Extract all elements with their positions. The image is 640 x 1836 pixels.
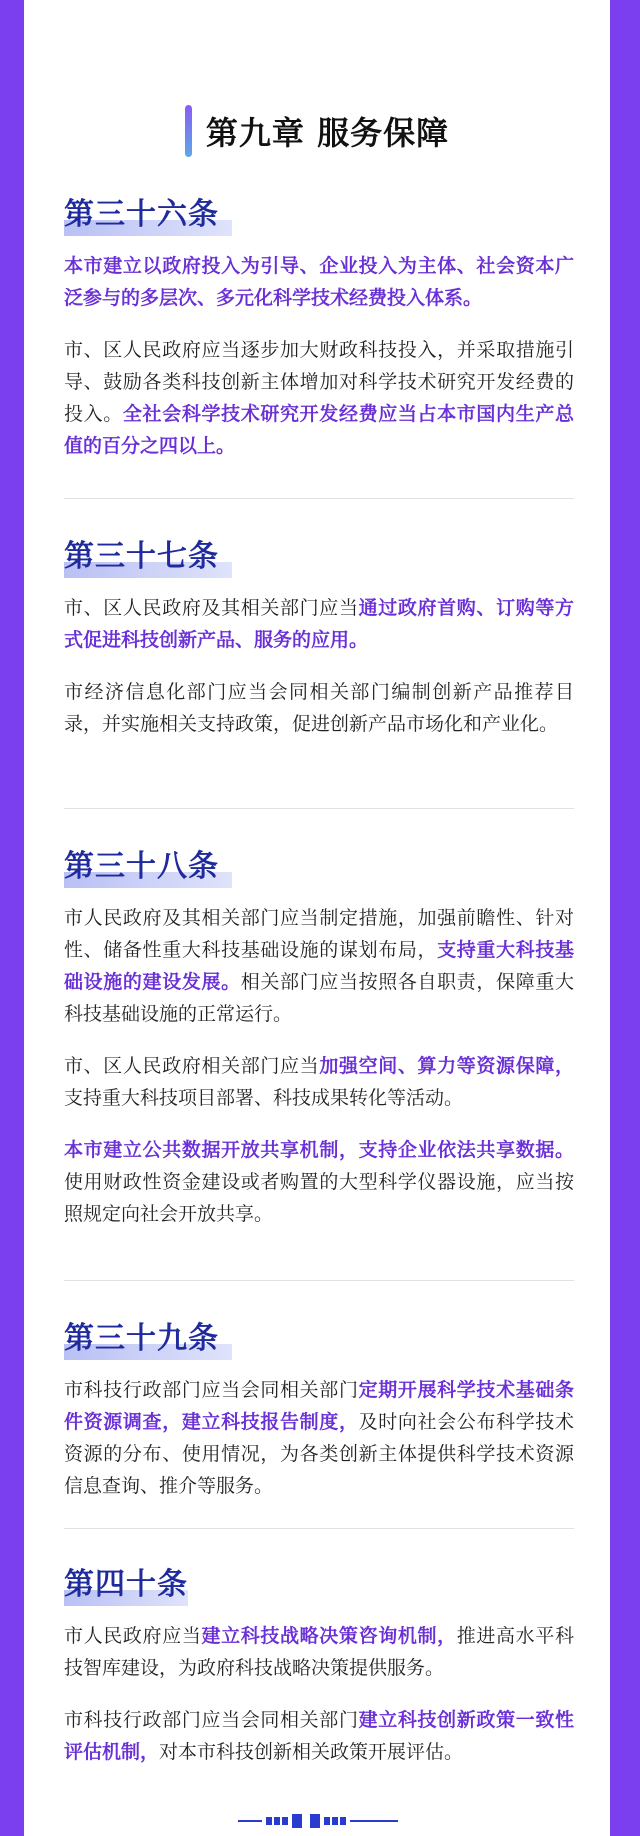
- chapter-header: [24, 104, 610, 158]
- section-divider: [64, 1280, 574, 1281]
- body-text: 市科技行政部门应当会同相关部门: [64, 1709, 359, 1731]
- body-text: 及时向社会公布科学技术资源的分布、使用情况，为各类创新主体提供科学技术资源信息查询、推介等服务。: [64, 1411, 574, 1497]
- article-39: [64, 1314, 574, 1502]
- section-divider: [64, 808, 574, 809]
- article-heading: [64, 532, 574, 582]
- article-heading: [64, 1314, 574, 1364]
- paragraph: [64, 1134, 574, 1230]
- highlighted-text: 加强空间、算力等资源保障，: [319, 1055, 574, 1077]
- article-36: [64, 190, 574, 462]
- highlighted-text: 本市建立以政府投入为引导、企业投入为主体、社会资本广泛参与的多层次、多元化科学技术经费投入体系。: [64, 255, 574, 309]
- section-divider: [64, 498, 574, 499]
- footer-ornament: [238, 1814, 398, 1828]
- body-text: 对本市科技创新相关政策开展评估。: [159, 1741, 464, 1763]
- body-text: 相关部门应当按照各自职责，保障重大科技基础设施的正常运行。: [64, 971, 574, 1025]
- body-text: 市科技行政部门应当会同相关部门: [64, 1379, 359, 1401]
- article-38: [64, 842, 574, 1230]
- article-title: 第三十九条: [64, 1321, 219, 1356]
- body-text: 市、区人民政府及其相关部门应当: [64, 597, 359, 619]
- article-title: 第三十七条: [64, 539, 219, 574]
- paragraph: [64, 1050, 574, 1114]
- body-text: 市人民政府及其相关部门应当制定措施，加强前瞻性、针对性、储备性重大科技基础设施的谋划布局，: [64, 907, 574, 961]
- highlighted-text: 建立科技创新政策一致性评估机制，: [64, 1709, 574, 1763]
- article-title: 第三十六条: [64, 197, 219, 232]
- paragraph: [64, 1620, 574, 1684]
- body-text: 市、区人民政府应当逐步加大财政科技投入，并采取措施引导、鼓励各类科技创新主体增加对科学技术研究开发经费的投入。: [64, 339, 574, 425]
- article-40: [64, 1560, 574, 1768]
- body-text: 推进高水平科技智库建设，为政府科技战略决策提供服务。: [64, 1625, 574, 1679]
- paragraph: [64, 250, 574, 314]
- body-text: 市人民政府应当: [64, 1625, 202, 1647]
- highlighted-text: 本市建立公共数据开放共享机制，支持企业依法共享数据。: [64, 1139, 574, 1161]
- paragraph: [64, 1704, 574, 1768]
- chapter-title: 第九章 服务保障: [205, 114, 450, 152]
- article-title: 第四十条: [64, 1567, 188, 1602]
- body-text: 使用财政性资金建设或者购置的大型科学仪器设施，应当按照规定向社会开放共享。: [64, 1171, 574, 1225]
- body-text: 市、区人民政府相关部门应当: [64, 1055, 320, 1077]
- article-37: [64, 532, 574, 740]
- highlighted-text: 支持重大科技基础设施的建设发展。: [64, 939, 574, 993]
- highlighted-text: 建立科技战略决策咨询机制，: [201, 1625, 457, 1647]
- article-title: 第三十八条: [64, 849, 219, 884]
- article-heading: [64, 1560, 574, 1610]
- section-divider: [64, 1528, 574, 1529]
- content-card: [24, 0, 610, 1836]
- body-text: 市经济信息化部门应当会同相关部门编制创新产品推荐目录，并实施相关支持政策，促进创新产品市场化和产业化。: [64, 681, 574, 735]
- highlighted-text: 定期开展科学技术基础条件资源调查，建立科技报告制度，: [64, 1379, 574, 1433]
- paragraph: [64, 334, 574, 462]
- paragraph: [64, 676, 574, 740]
- highlighted-text: 全社会科学技术研究开发经费应当占本市国内生产总值的百分之四以上。: [64, 403, 574, 457]
- paragraph: [64, 1374, 574, 1502]
- chapter-accent-bar: [185, 105, 192, 157]
- body-text: 支持重大科技项目部署、科技成果转化等活动。: [64, 1087, 464, 1109]
- highlighted-text: 通过政府首购、订购等方式促进科技创新产品、服务的应用。: [64, 597, 574, 651]
- paragraph: [64, 592, 574, 656]
- article-heading: [64, 842, 574, 892]
- paragraph: [64, 902, 574, 1030]
- article-heading: [64, 190, 574, 240]
